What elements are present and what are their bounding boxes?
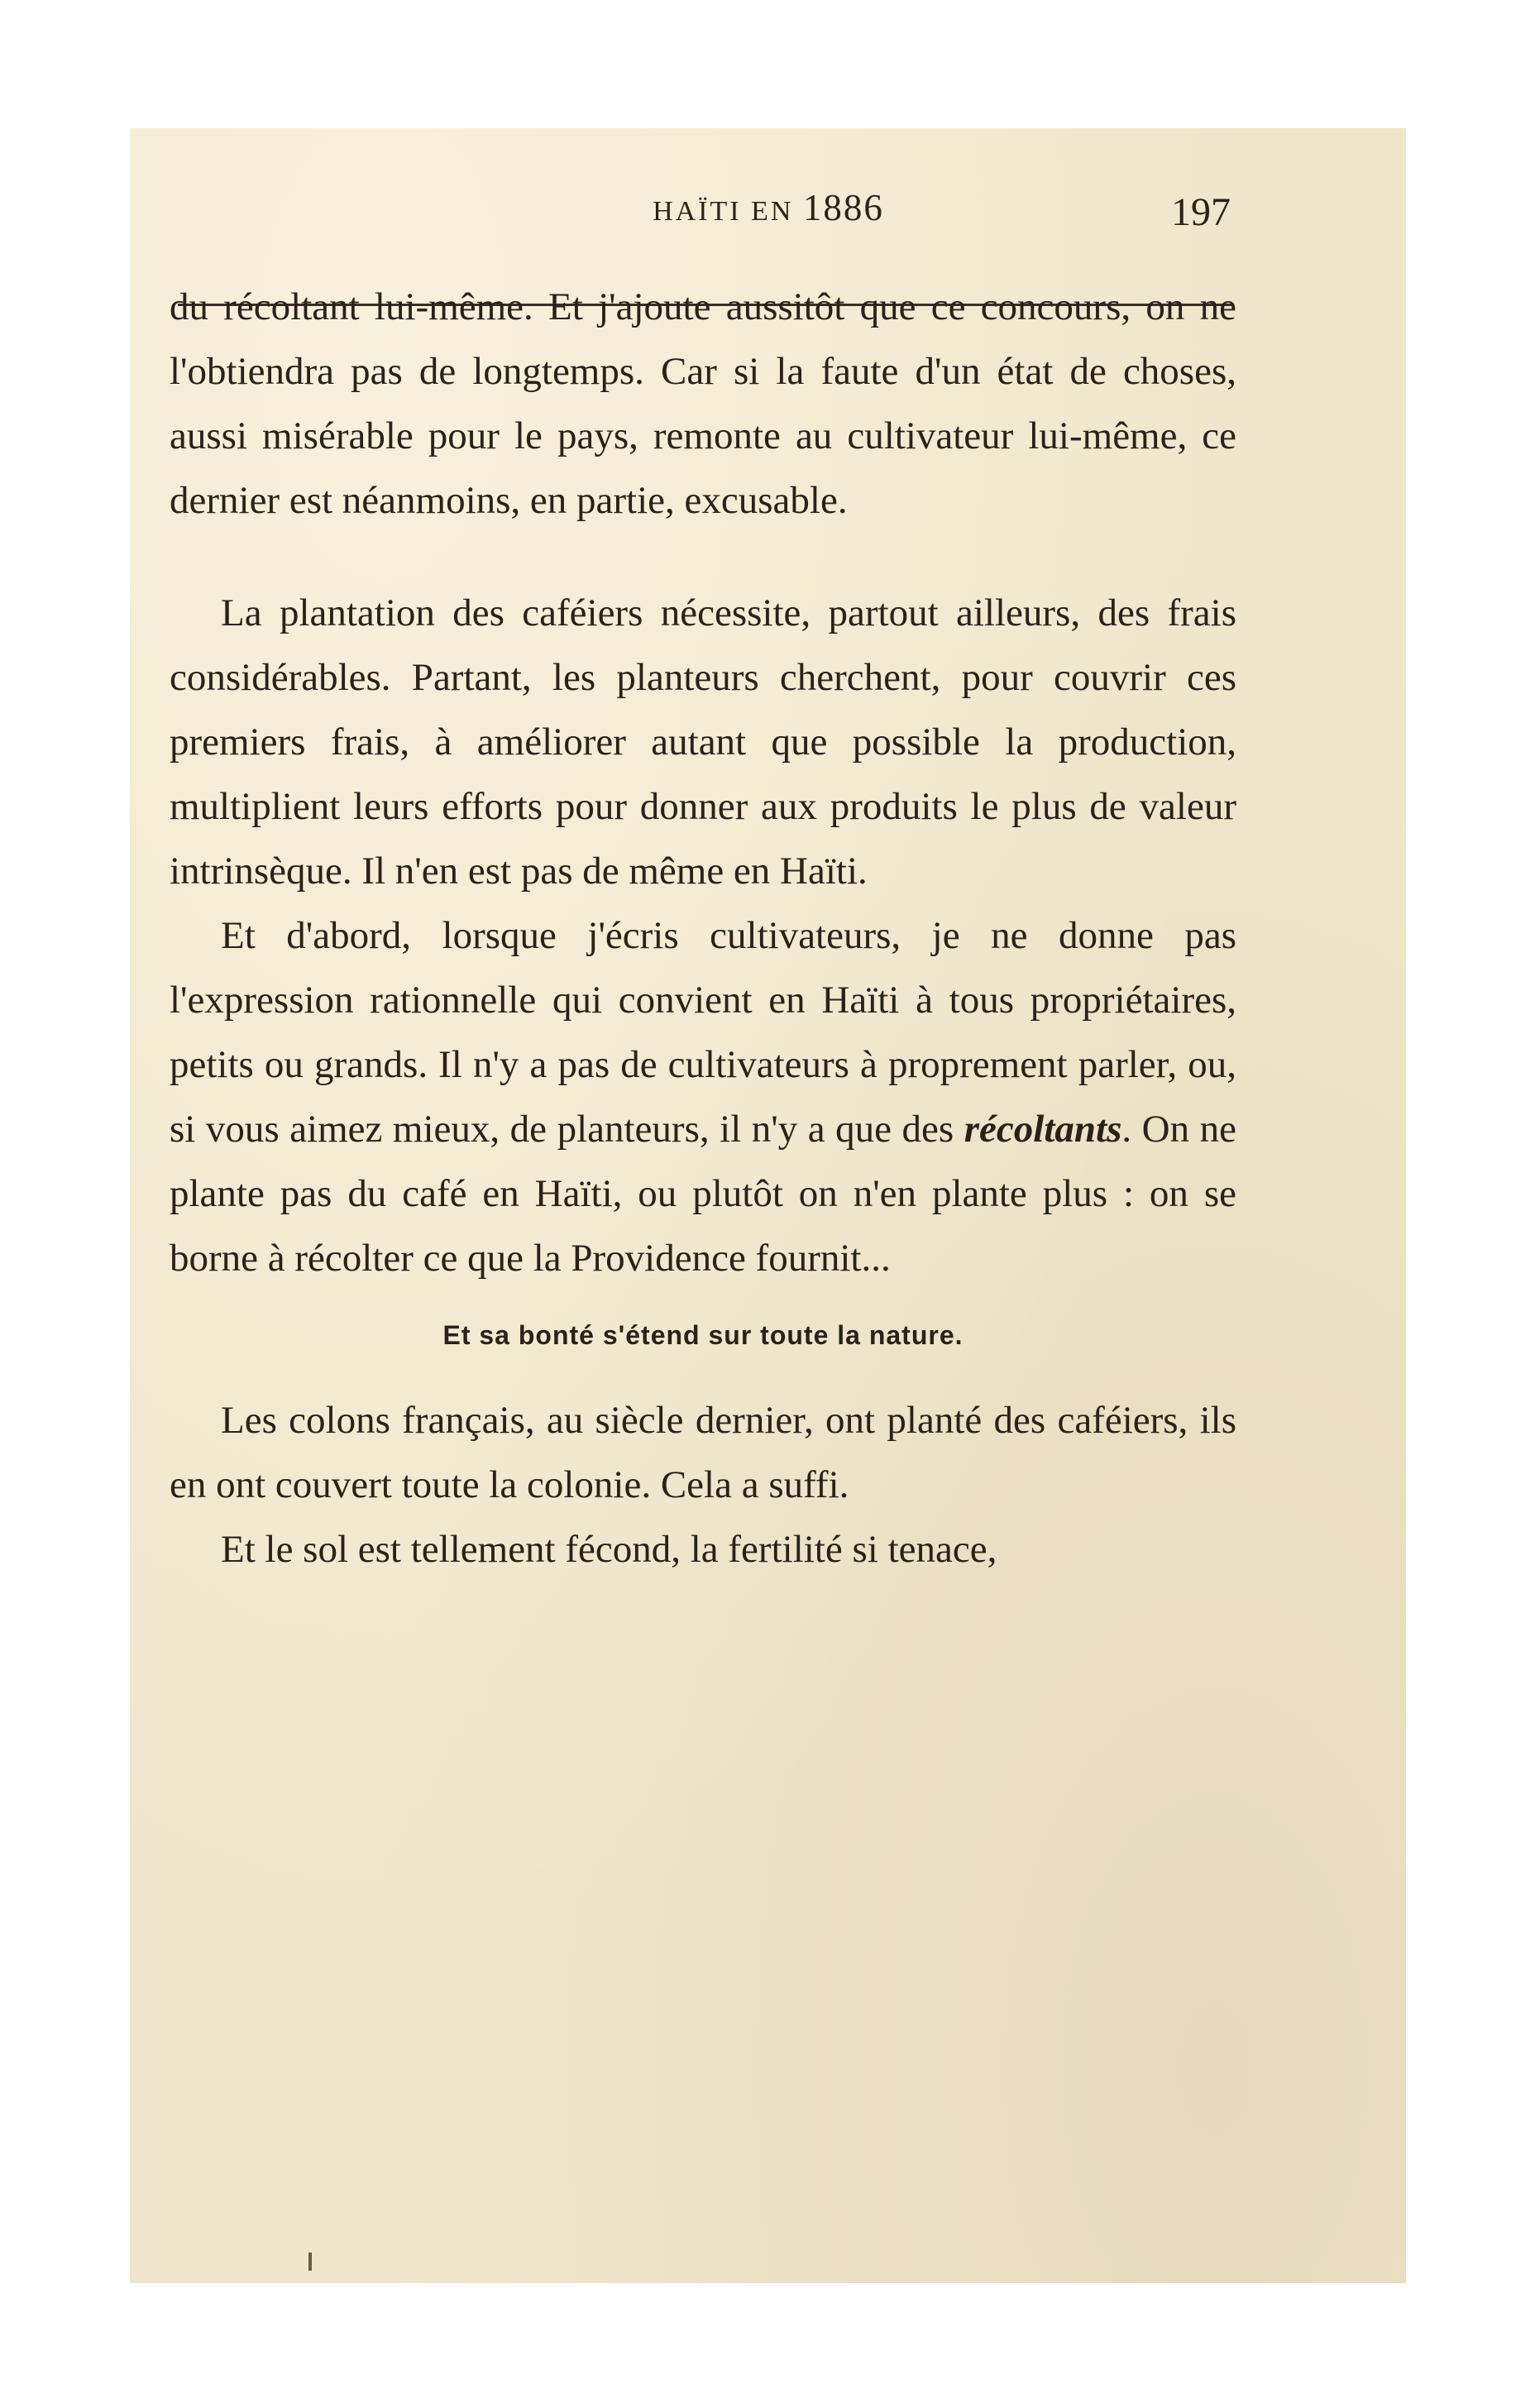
running-title-year: 1886 — [802, 187, 884, 228]
paragraph-text: . On ne plante pas du café en Haïti, ou plutôt on n'en plante plus : on se borne à récolter ce que la Providence fournit... — [170, 1108, 1236, 1280]
page-body — [170, 275, 1236, 1582]
book-page — [130, 128, 1406, 2283]
paper-blemish — [308, 2252, 312, 2271]
paragraph: Les colons français, au siècle dernier, ont planté des caféiers, ils en ont couvert toute la colonie. Cela a suffi. — [170, 1399, 1236, 1506]
italic-term: récoltants — [964, 1108, 1122, 1151]
page-header — [130, 186, 1406, 236]
page-number: 197 — [1171, 190, 1231, 234]
paragraph — [170, 903, 1236, 1290]
running-title-text: HAÏTI EN — [653, 196, 803, 227]
running-title — [553, 186, 983, 229]
paragraph: du récoltant lui-même. Et j'ajoute aussitôt que ce concours, on ne l'obtiendra pas de longtemps. Car si la faute d'un état de choses, aussi misérable pour le pays, remonte au cultivateur lui-même, ce dernier est néanmoins, en partie, excusable. — [170, 285, 1236, 522]
paragraph: Et le sol est tellement fécond, la fertilité si tenace, — [221, 1528, 997, 1571]
paragraph: La plantation des caféiers nécessite, partout ailleurs, des frais considérables. Partant, les planteurs cherchent, pour couvrir ces premiers frais, à améliorer autant que possible la production, multiplient leurs efforts pour donner aux produits le plus de valeur intrinsèque. Il n'en est pas de même en Haïti. — [170, 591, 1236, 893]
paragraph-text: Et d'abord, lorsque j'écris cultivateurs, je ne donne pas l'expression rationnelle qui convient en Haïti à tous propriétaires, petits ou grands. Il n'y a pas de cultivateurs à proprement parler, ou, si vous aimez mieux, de planteurs, il n'y a que des — [170, 914, 1236, 1151]
verse-quote: Et sa bonté s'étend sur toute la nature. — [442, 1320, 964, 1350]
